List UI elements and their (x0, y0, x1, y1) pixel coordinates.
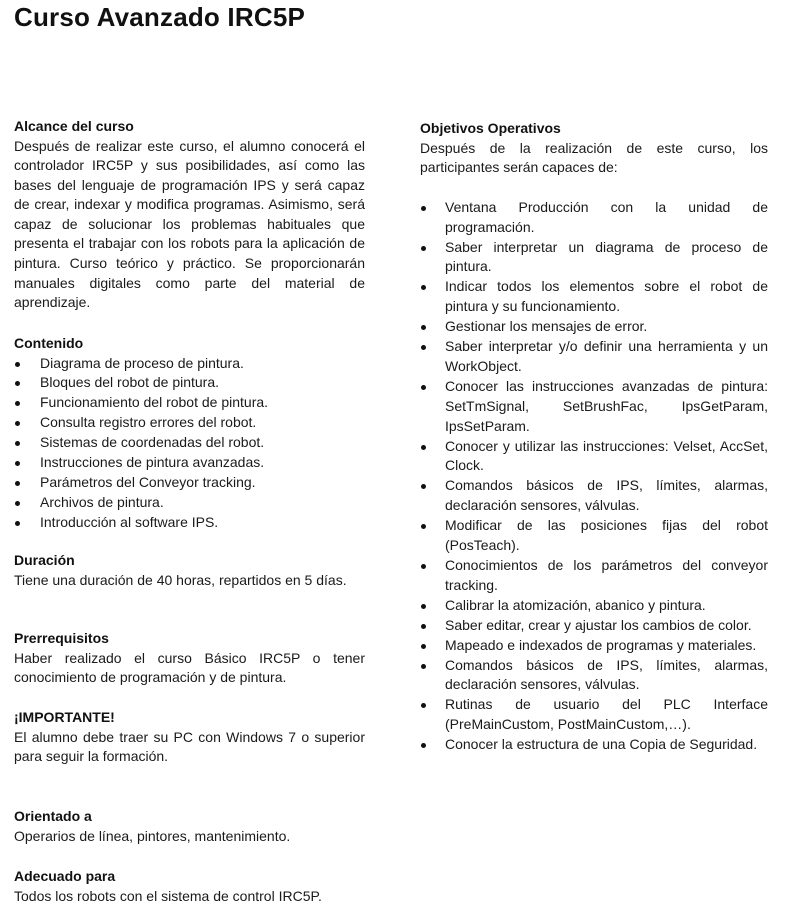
list-item: Rutinas de usuario del PLC Interface (PreMainCustom, PostMainCustom,…). (420, 695, 768, 735)
bullet-icon (15, 421, 20, 426)
contenido-list (14, 354, 365, 533)
importante-section (14, 708, 365, 767)
list-item: Conocer la estructura de una Copia de Seguridad. (420, 735, 768, 755)
bullet-icon (421, 445, 426, 450)
bullet-icon (15, 381, 20, 386)
list-item: Ventana Producción con la unidad de programación. (420, 198, 768, 238)
prerrequisitos-text: Haber realizado el curso Básico IRC5P o tener conocimiento de programación y de pintura. (14, 649, 365, 686)
list-item: Introducción al software IPS. (14, 513, 365, 533)
prerrequisitos-section (14, 629, 365, 688)
duracion-heading: Duración (14, 552, 75, 568)
list-item: Modificar de las posiciones fijas del robot (PosTeach). (420, 516, 768, 556)
bullet-icon (421, 624, 426, 629)
list-item: Sistemas de coordenadas del robot. (14, 433, 365, 453)
adecuado-text: Todos los robots con el sistema de control IRC5P. (14, 887, 322, 904)
bullet-icon (421, 325, 426, 330)
list-item: Comandos básicos de IPS, límites, alarmas, declaración sensores, válvulas. (420, 656, 768, 696)
duracion-text: Tiene una duración de 40 horas, repartidos en 5 días. (14, 571, 347, 588)
bullet-icon (421, 743, 426, 748)
right-column (420, 119, 768, 755)
orientado-text: Operarios de línea, pintores, mantenimiento. (14, 827, 291, 844)
list-item: Indicar todos los elementos sobre el robot de pintura y su funcionamiento. (420, 277, 768, 317)
page-title: Curso Avanzado IRC5P (14, 2, 306, 32)
list-item: Gestionar los mensajes de error. (420, 317, 768, 337)
importante-text: El alumno debe traer su PC con Windows 7 o superior para seguir la formación. (14, 728, 365, 765)
list-item: Calibrar la atomización, abanico y pintura. (420, 596, 768, 616)
bullet-icon (15, 521, 20, 526)
list-item: Instrucciones de pintura avanzadas. (14, 453, 365, 473)
list-item: Diagrama de proceso de pintura. (14, 354, 365, 374)
duracion-section (14, 551, 365, 590)
list-item: Saber editar, crear y ajustar los cambios de color. (420, 616, 768, 636)
bullet-icon (15, 441, 20, 446)
bullet-icon (15, 362, 20, 367)
bullet-icon (421, 345, 426, 350)
list-item: Conocimientos de los parámetros del conveyor tracking. (420, 556, 768, 596)
list-item: Saber interpretar y/o definir una herramienta y un WorkObject. (420, 337, 768, 377)
contenido-section (14, 334, 365, 533)
bullet-icon (421, 664, 426, 669)
bullet-icon (421, 246, 426, 251)
list-item: Bloques del robot de pintura. (14, 373, 365, 393)
list-item: Comandos básicos de IPS, límites, alarmas, declaración sensores, válvulas. (420, 476, 768, 516)
contenido-heading: Contenido (14, 335, 84, 351)
bullet-icon (421, 564, 426, 569)
objetivos-intro: Después de la realización de este curso, los participantes serán capaces de: (420, 139, 768, 176)
orientado-heading: Orientado a (14, 808, 92, 824)
list-item: Conocer las instrucciones avanzadas de pintura: SetTmSignal, SetBrushFac, IpsGetParam, IpsSetParam. (420, 377, 768, 437)
list-item: Saber interpretar un diagrama de proceso de pintura. (420, 238, 768, 278)
bullet-icon (421, 644, 426, 649)
alcance-heading: Alcance del curso (14, 118, 134, 134)
bullet-icon (15, 401, 20, 406)
adecuado-heading: Adecuado para (14, 868, 116, 884)
bullet-icon (421, 385, 426, 390)
list-item: Mapeado e indexados de programas y materiales. (420, 636, 768, 656)
bullet-icon (421, 484, 426, 489)
prerrequisitos-heading: Prerrequisitos (14, 630, 109, 646)
bullet-icon (421, 206, 426, 211)
alcance-section (14, 117, 365, 313)
list-item: Conocer y utilizar las instrucciones: Velset, AccSet, Clock. (420, 437, 768, 477)
adecuado-section (14, 867, 365, 906)
bullet-icon (421, 285, 426, 290)
bullet-icon (421, 524, 426, 529)
list-item: Funcionamiento del robot de pintura. (14, 393, 365, 413)
bullet-icon (15, 461, 20, 466)
list-item: Parámetros del Conveyor tracking. (14, 473, 365, 493)
objetivos-list (420, 198, 768, 755)
importante-heading: ¡IMPORTANTE! (14, 709, 115, 725)
alcance-text: Después de realizar este curso, el alumno conocerá el controlador IRC5P y sus posibilidades, así como las bases del lenguaje de programación IPS y será capaz de crear, indexar y modifica programas. Asimismo, será capaz de solucionar los problemas habituales que presenta el trabajar con los robots para la aplicación de pintura. Curso teórico y práctico. Se proporcionarán manuales digitales como parte del material de aprendizaje. (14, 137, 365, 311)
list-item: Archivos de pintura. (14, 493, 365, 513)
bullet-icon (421, 703, 426, 708)
objetivos-heading: Objetivos Operativos (420, 120, 561, 136)
bullet-icon (421, 604, 426, 609)
orientado-section (14, 807, 365, 846)
bullet-icon (15, 501, 20, 506)
bullet-icon (15, 481, 20, 486)
list-item: Consulta registro errores del robot. (14, 413, 365, 433)
